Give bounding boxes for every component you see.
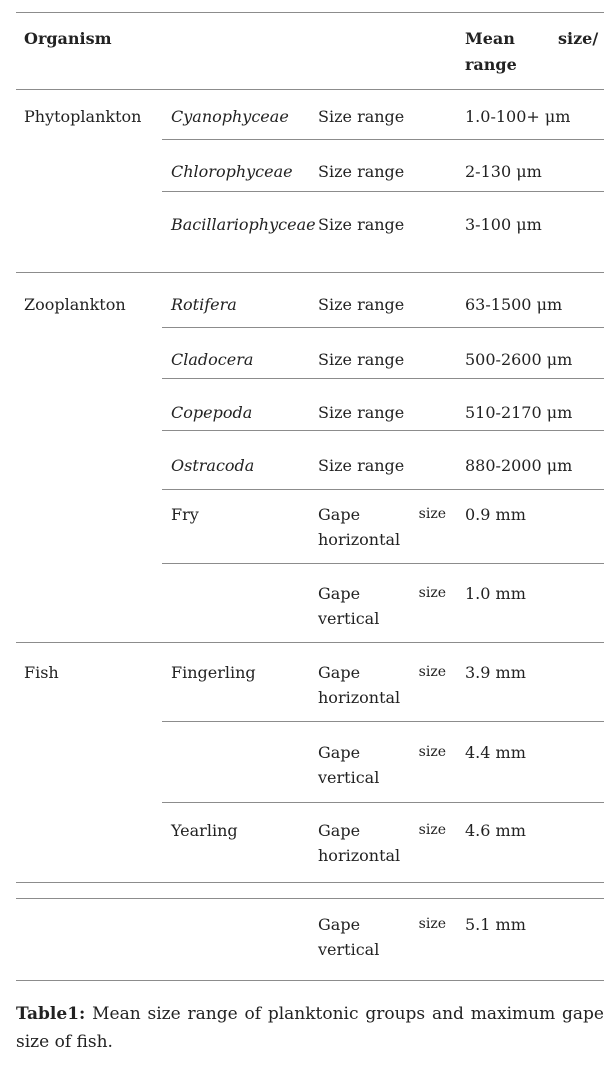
table-caption <box>16 1000 604 1056</box>
measure-word: Gape <box>318 743 361 762</box>
measure-word: horizontal <box>318 846 401 865</box>
measure-label: Size range <box>318 215 405 234</box>
value-cell: 5.1 mm <box>465 915 526 934</box>
measure-label: Size range <box>318 403 405 422</box>
value-cell: 63-1500 μm <box>465 295 563 314</box>
row-rule <box>162 563 604 564</box>
taxon-label: Cladocera <box>171 350 254 369</box>
measure-word: size <box>418 506 446 522</box>
row-rule <box>162 139 604 140</box>
value-cell: 880-2000 μm <box>465 456 573 475</box>
taxon-label: Chlorophyceae <box>171 162 293 181</box>
value-cell: 0.9 mm <box>465 505 526 524</box>
taxon-label: Fingerling <box>171 663 256 682</box>
group-rule <box>16 272 604 273</box>
row-rule <box>162 802 604 803</box>
measure-word: horizontal <box>318 688 401 707</box>
group-label: Phytoplankton <box>24 107 142 126</box>
taxon-label: Rotifera <box>171 295 237 314</box>
header-range: range <box>465 55 517 74</box>
measure-word: size <box>418 822 446 838</box>
taxon-label: Cyanophyceae <box>171 107 289 126</box>
taxon-label: Bacillariophyceae <box>171 215 316 234</box>
value-cell: 1.0 mm <box>465 584 526 603</box>
measure-word: size <box>418 585 446 601</box>
taxon-label: Yearling <box>171 821 238 840</box>
measure-word: horizontal <box>318 530 401 549</box>
value-cell: 3.9 mm <box>465 663 526 682</box>
table-bottom-rule <box>16 980 604 981</box>
value-cell: 500-2600 μm <box>465 350 573 369</box>
value-cell: 4.4 mm <box>465 743 526 762</box>
row-rule <box>162 191 604 192</box>
row-rule <box>162 489 604 490</box>
measure-label: Size range <box>318 456 405 475</box>
measure-word: Gape <box>318 584 361 603</box>
table-top-rule <box>16 12 604 13</box>
taxon-label: Fry <box>171 505 199 524</box>
measure-word: Gape <box>318 915 361 934</box>
measure-word: size <box>418 664 446 680</box>
measure-label: Size range <box>318 162 405 181</box>
value-cell: 2-130 μm <box>465 162 542 181</box>
measure-word: Gape <box>318 821 361 840</box>
measure-label: Size range <box>318 350 405 369</box>
measure-word: vertical <box>318 609 380 628</box>
caption-text: Mean size range of planktonic groups and maximum gape size of fish. <box>16 1004 604 1052</box>
header-rule <box>16 89 604 90</box>
row-rule <box>162 327 604 328</box>
group-label: Fish <box>24 663 59 682</box>
row-rule <box>162 721 604 722</box>
value-cell: 1.0-100+ μm <box>465 107 571 126</box>
measure-label: Size range <box>318 107 405 126</box>
value-cell: 4.6 mm <box>465 821 526 840</box>
row-rule <box>16 898 604 899</box>
measure-word: vertical <box>318 940 380 959</box>
measure-word: size <box>418 916 446 932</box>
measure-word: Gape <box>318 663 361 682</box>
measure-label: Size range <box>318 295 405 314</box>
taxon-label: Copepoda <box>171 403 253 422</box>
header-organism: Organism <box>24 29 112 48</box>
group-label: Zooplankton <box>24 295 126 314</box>
row-rule <box>16 882 604 883</box>
row-rule <box>162 378 604 379</box>
header-size: size/ <box>558 29 599 48</box>
row-rule <box>162 430 604 431</box>
group-rule <box>16 642 604 643</box>
taxon-label: Ostracoda <box>171 456 255 475</box>
measure-word: vertical <box>318 768 380 787</box>
measure-word: Gape <box>318 505 361 524</box>
value-cell: 3-100 μm <box>465 215 542 234</box>
measure-word: size <box>418 744 446 760</box>
caption-label: Table1: <box>16 1004 86 1024</box>
header-mean: Mean <box>465 29 515 48</box>
value-cell: 510-2170 μm <box>465 403 573 422</box>
